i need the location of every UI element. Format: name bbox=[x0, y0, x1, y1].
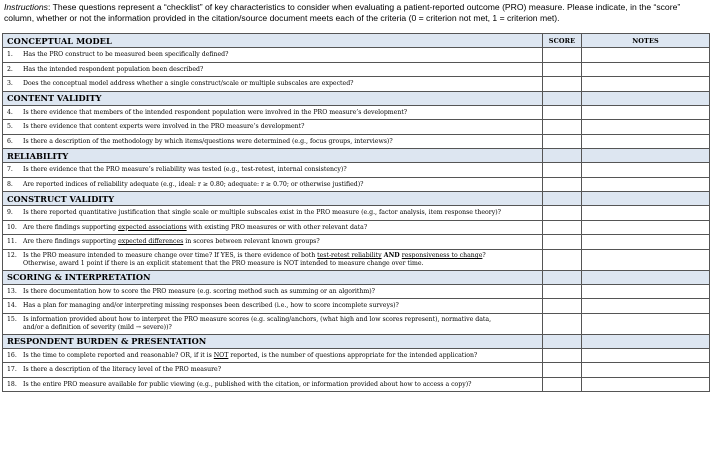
score-cell[interactable] bbox=[543, 62, 582, 77]
instructions-label: Instructions bbox=[4, 2, 48, 12]
table-row bbox=[3, 313, 710, 334]
notes-cell[interactable] bbox=[582, 377, 710, 392]
table-row bbox=[3, 235, 710, 250]
score-cell[interactable] bbox=[543, 299, 582, 314]
notes-cell[interactable] bbox=[582, 220, 710, 235]
table-row bbox=[3, 77, 710, 92]
table-row bbox=[3, 177, 710, 192]
question-cell: 13. Is there documentation how to score the PRO measure (e.g. scoring method such as summing or an algorithm)? bbox=[3, 284, 543, 299]
question-cell: 7. Is there evidence that the PRO measure’s reliability was tested (e.g., test-retest, internal consistency)? bbox=[3, 163, 543, 178]
notes-cell[interactable] bbox=[582, 284, 710, 299]
notes-cell[interactable] bbox=[582, 105, 710, 120]
score-cell[interactable] bbox=[543, 249, 582, 270]
notes-cell[interactable] bbox=[582, 77, 710, 92]
score-cell[interactable] bbox=[543, 363, 582, 378]
score-column-header: SCORE bbox=[543, 34, 582, 48]
score-cell[interactable] bbox=[543, 177, 582, 192]
score-cell[interactable] bbox=[543, 235, 582, 250]
question-cell: 9. Is there reported quantitative justification that single scale or multiple subscales exist in the PRO measure (e.g., factor analysis, item response theory)? bbox=[3, 206, 543, 221]
section-header-reliability bbox=[3, 149, 710, 163]
section-title: CONCEPTUAL MODEL bbox=[3, 34, 543, 48]
notes-cell[interactable] bbox=[582, 249, 710, 270]
notes-cell[interactable] bbox=[582, 299, 710, 314]
question-cell: 5. Is there evidence that content experts were involved in the PRO measure’s development? bbox=[3, 120, 543, 135]
score-cell[interactable] bbox=[543, 163, 582, 178]
score-cell[interactable] bbox=[543, 134, 582, 149]
question-cell: 4. Is there evidence that members of the intended respondent population were involved in the PRO measure’s development? bbox=[3, 105, 543, 120]
section-title: RESPONDENT BURDEN & PRESENTATION bbox=[3, 334, 543, 348]
score-cell[interactable] bbox=[543, 206, 582, 221]
section-title: SCORING & INTERPRETATION bbox=[3, 270, 543, 284]
notes-cell[interactable] bbox=[582, 206, 710, 221]
question-cell: 14. Has a plan for managing and/or interpreting missing responses been described (i.e., how to score incomplete surveys)? bbox=[3, 299, 543, 314]
notes-cell[interactable] bbox=[582, 120, 710, 135]
question-cell: 1. Has the PRO construct to be measured been specifically defined? bbox=[3, 48, 543, 63]
question-cell: 16. Is the time to complete reported and reasonable? OR, if it is NOT reported, is the number of questions appropriate for the intended application? bbox=[3, 348, 543, 363]
question-cell: 10. Are there findings supporting expected associations with existing PRO measures or with other relevant data? bbox=[3, 220, 543, 235]
score-cell[interactable] bbox=[543, 313, 582, 334]
notes-cell[interactable] bbox=[582, 177, 710, 192]
table-row bbox=[3, 220, 710, 235]
checklist-table bbox=[2, 33, 710, 392]
question-cell: 11. Are there findings supporting expected differences in scores between relevant known groups? bbox=[3, 235, 543, 250]
section-header-burden bbox=[3, 334, 710, 348]
notes-cell[interactable] bbox=[582, 163, 710, 178]
score-cell[interactable] bbox=[543, 284, 582, 299]
instructions-text bbox=[4, 2, 709, 24]
table-row bbox=[3, 284, 710, 299]
notes-cell[interactable] bbox=[582, 348, 710, 363]
notes-cell[interactable] bbox=[582, 62, 710, 77]
notes-column-header: NOTES bbox=[582, 34, 710, 48]
section-title: CONSTRUCT VALIDITY bbox=[3, 192, 543, 206]
question-cell: 17. Is there a description of the literacy level of the PRO measure? bbox=[3, 363, 543, 378]
table-row bbox=[3, 120, 710, 135]
section-title: RELIABILITY bbox=[3, 149, 543, 163]
notes-cell[interactable] bbox=[582, 134, 710, 149]
question-cell: 8. Are reported indices of reliability adequate (e.g., ideal: r ≥ 0.80; adequate: r ≥ 0.70; or otherwise justified)? bbox=[3, 177, 543, 192]
section-header-scoring bbox=[3, 270, 710, 284]
table-row bbox=[3, 48, 710, 63]
score-cell[interactable] bbox=[543, 120, 582, 135]
notes-cell[interactable] bbox=[582, 363, 710, 378]
score-cell[interactable] bbox=[543, 105, 582, 120]
table-row bbox=[3, 377, 710, 392]
question-cell: 6. Is there a description of the methodology by which items/questions were determined (e.g., focus groups, interviews)? bbox=[3, 134, 543, 149]
instructions-body: : These questions represent a “checklist” of key characteristics to consider when evaluating a patient-reported outcome (PRO) measure. Please indicate, in the “score” column, whether or not the information provided in the citation/source document meets each of the criteria (0 = criterion not met, 1 = criterion met). bbox=[4, 2, 681, 23]
score-cell[interactable] bbox=[543, 77, 582, 92]
table-row bbox=[3, 62, 710, 77]
table-row bbox=[3, 363, 710, 378]
question-cell: 12. Is the PRO measure intended to measure change over time? If YES, is there evidence of both test-retest reliability AND responsiveness to change? Otherwise, award 1 point if there is an explicit statement that the PRO measure is NOT intended to measure change over time. bbox=[3, 249, 543, 270]
table-row bbox=[3, 105, 710, 120]
table-row bbox=[3, 299, 710, 314]
table-row bbox=[3, 134, 710, 149]
section-header-content bbox=[3, 91, 710, 105]
section-header-construct bbox=[3, 192, 710, 206]
question-cell: 2. Has the intended respondent population been described? bbox=[3, 62, 543, 77]
notes-cell[interactable] bbox=[582, 235, 710, 250]
notes-cell[interactable] bbox=[582, 313, 710, 334]
score-cell[interactable] bbox=[543, 48, 582, 63]
table-row bbox=[3, 249, 710, 270]
question-cell: 3. Does the conceptual model address whether a single construct/scale or multiple subscales are expected? bbox=[3, 77, 543, 92]
question-cell: 18. Is the entire PRO measure available for public viewing (e.g., published with the citation, or information provided about how to access a copy)? bbox=[3, 377, 543, 392]
table-row bbox=[3, 206, 710, 221]
table-row bbox=[3, 348, 710, 363]
score-cell[interactable] bbox=[543, 377, 582, 392]
question-cell: 15. Is information provided about how to interpret the PRO measure scores (e.g. scaling/anchors, (what high and low scores represent), normative data, and/or a definition of severity (mild → severe))? bbox=[3, 313, 543, 334]
notes-cell[interactable] bbox=[582, 48, 710, 63]
table-row bbox=[3, 163, 710, 178]
score-cell[interactable] bbox=[543, 348, 582, 363]
score-cell[interactable] bbox=[543, 220, 582, 235]
section-header-conceptual bbox=[3, 34, 710, 48]
section-title: CONTENT VALIDITY bbox=[3, 91, 543, 105]
